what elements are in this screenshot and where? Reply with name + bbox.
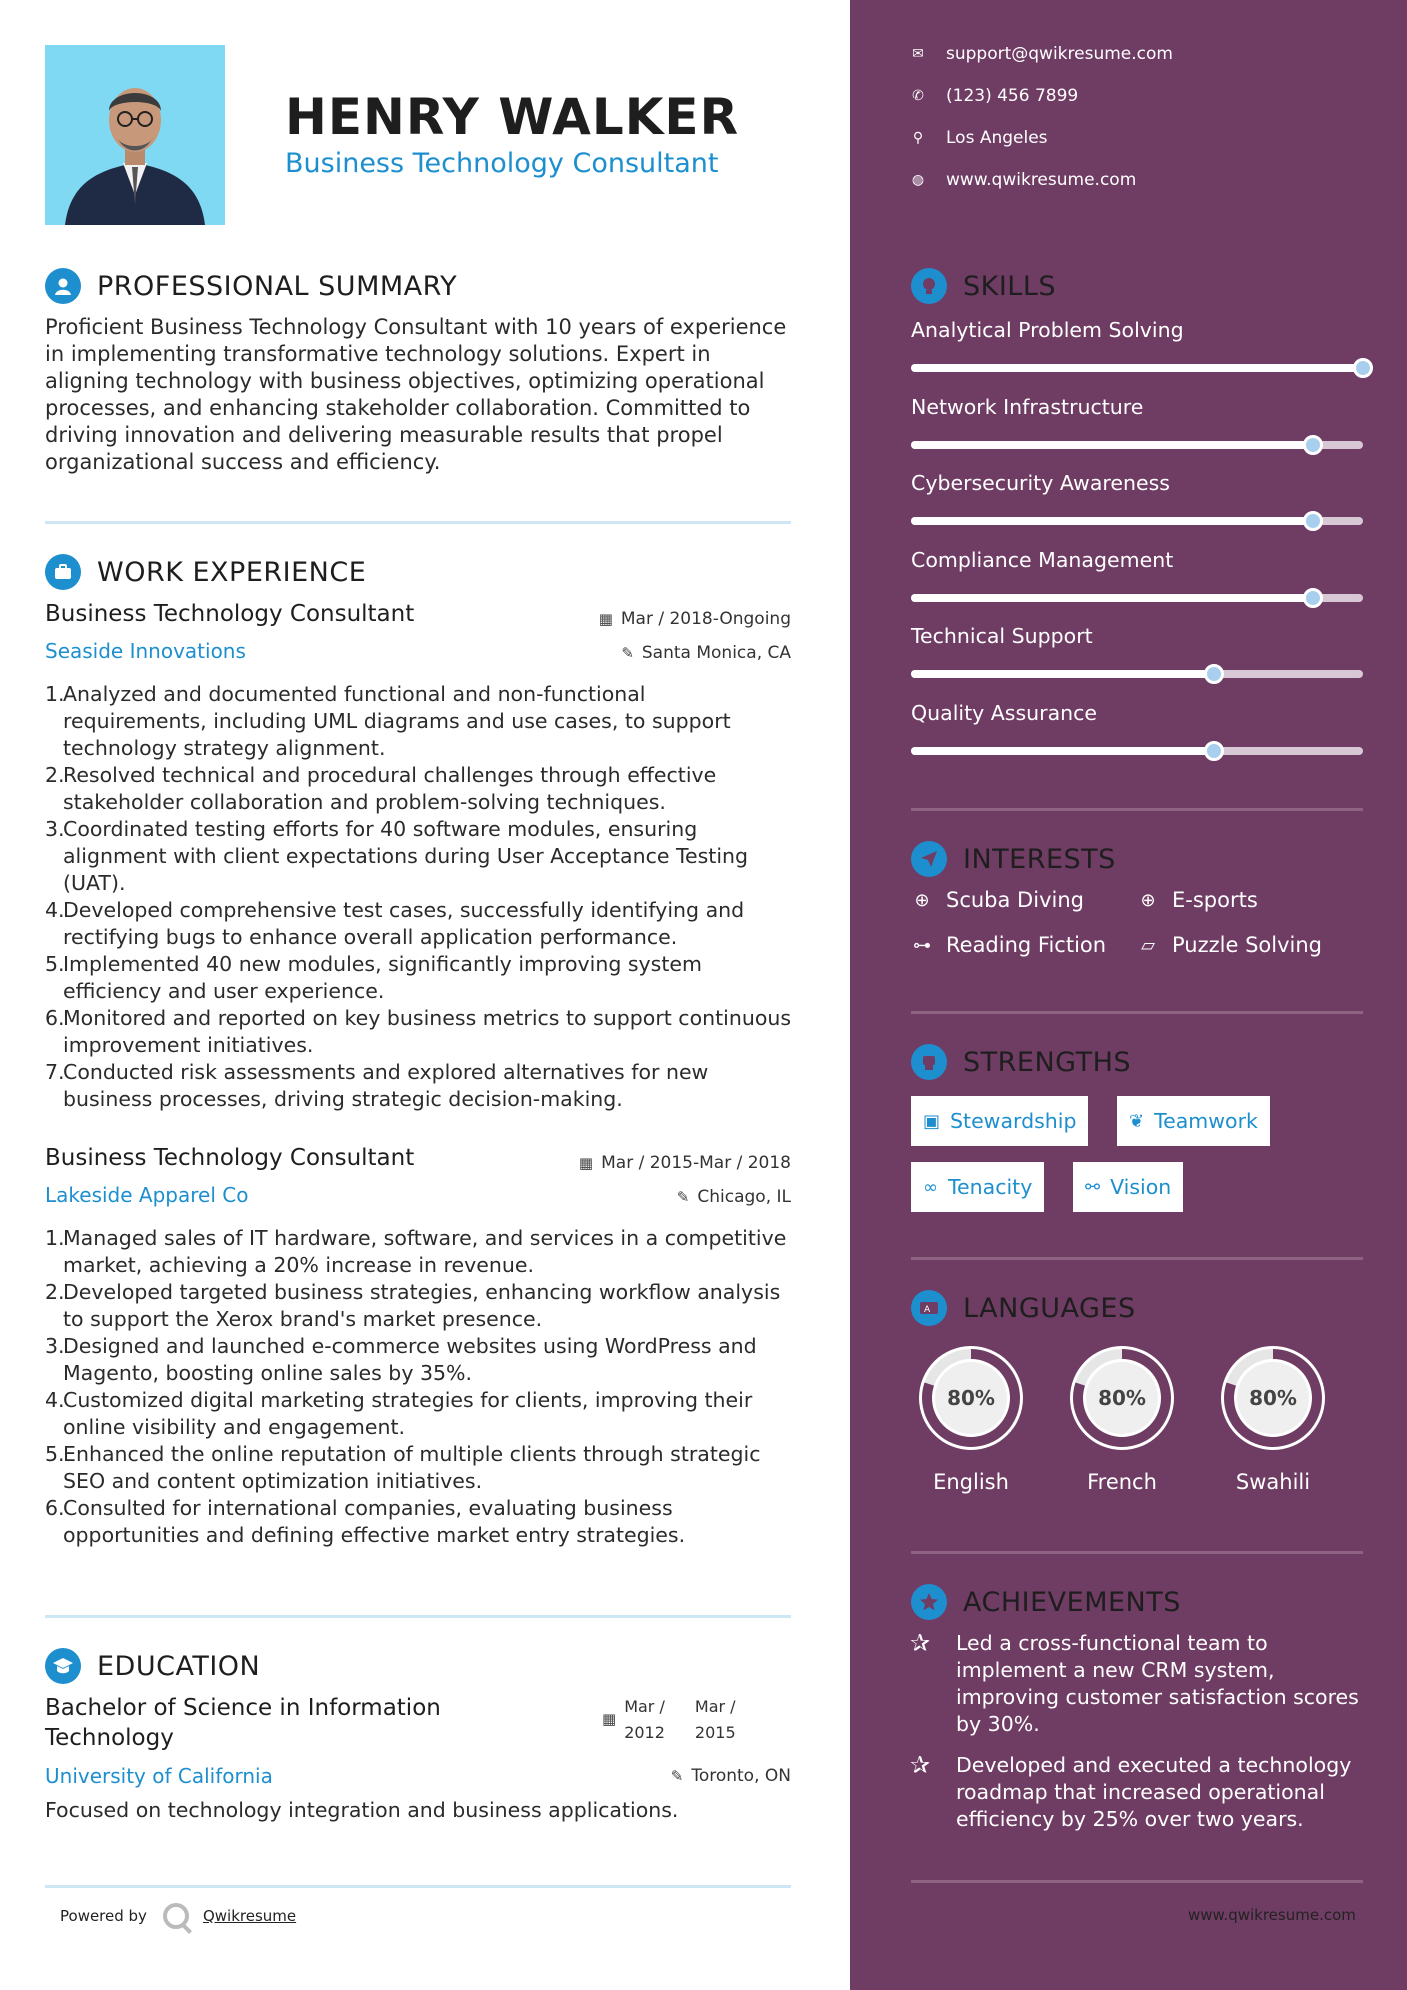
section-divider bbox=[45, 521, 791, 524]
education-school: University of California bbox=[45, 1764, 273, 1788]
candidate-role: Business Technology Consultant bbox=[285, 148, 719, 179]
lifebuoy-icon: ⊕ bbox=[914, 889, 930, 911]
list-item: 6. Monitored and reported on key business metrics to support continuous improvement initiatives. bbox=[45, 1006, 792, 1057]
education-description: Focused on technology integration and business applications. bbox=[45, 1798, 679, 1822]
language-ring bbox=[1062, 1338, 1182, 1458]
gamepad-icon: ⊶ bbox=[913, 934, 931, 956]
experience-title: WORK EXPERIENCE bbox=[97, 556, 367, 588]
briefcase-icon bbox=[45, 554, 81, 590]
list-item: 3. Designed and launched e-commerce websites using WordPress and Magento, boosting online sales by 35%. bbox=[45, 1334, 757, 1385]
skill-label: Quality Assurance bbox=[911, 700, 1098, 725]
language-label: French bbox=[1087, 1470, 1157, 1494]
phone-icon: ✆ bbox=[912, 88, 924, 104]
job-company: Lakeside Apparel Co bbox=[45, 1183, 249, 1207]
skill-bar-knob bbox=[1303, 435, 1323, 455]
interests-title: INTERESTS bbox=[963, 843, 1116, 875]
strengths-heading bbox=[911, 1044, 1131, 1080]
skill-bar-fill bbox=[911, 747, 1214, 755]
user-icon bbox=[45, 268, 81, 304]
strength-tag: ⚯ Vision bbox=[1073, 1162, 1183, 1212]
job-location bbox=[621, 643, 791, 663]
skill-bar-knob bbox=[1353, 358, 1373, 378]
footer-website[interactable]: www.qwikresume.com bbox=[1188, 1906, 1356, 1924]
education-title: EDUCATION bbox=[97, 1650, 261, 1682]
education-degree: Bachelor of Science in Information Technology bbox=[45, 1695, 441, 1751]
contact-email-text: support@qwikresume.com bbox=[946, 44, 1173, 64]
contact-phone-text: (123) 456 7899 bbox=[946, 86, 1079, 106]
skill-label: Technical Support bbox=[911, 624, 1093, 648]
contact-location bbox=[910, 128, 1048, 148]
sidebar-divider bbox=[911, 808, 1363, 811]
skill-bar-knob bbox=[1303, 588, 1323, 608]
education-start: Mar / 2012 bbox=[624, 1697, 665, 1742]
star-icon bbox=[911, 1584, 947, 1620]
interests-heading bbox=[911, 841, 1116, 877]
qwikresume-link[interactable]: Qwikresume bbox=[202, 1907, 297, 1925]
list-item: 4. Customized digital marketing strategies for clients, improving their online visibility and engagement. bbox=[45, 1388, 753, 1439]
list-item: 5. Implemented 40 new modules, significantly improving system efficiency and user experience. bbox=[45, 952, 702, 1003]
job-company: Seaside Innovations bbox=[45, 639, 246, 663]
paper-plane-icon bbox=[911, 841, 947, 877]
skill-label: Cybersecurity Awareness bbox=[911, 471, 1170, 495]
calendar-icon: ▦ bbox=[602, 1710, 617, 1728]
contact-website-text: www.qwikresume.com bbox=[946, 170, 1137, 190]
language-percent: 80% bbox=[947, 1386, 995, 1410]
summary-heading bbox=[45, 268, 457, 304]
education-dates bbox=[602, 1694, 736, 1746]
skill-bar-fill bbox=[911, 364, 1363, 372]
job-date bbox=[579, 1153, 791, 1173]
skill-bar bbox=[911, 441, 1363, 449]
calendar-icon: ▦ bbox=[598, 610, 613, 628]
achievement-item: ✰ Led a cross-functional team to implement a new CRM system, improving customer satisfaction scores by 30%. bbox=[910, 1629, 1359, 1736]
list-item: 3. Coordinated testing efforts for 40 software modules, ensuring alignment with client expectations during User Acceptance Testing (UAT). bbox=[45, 817, 749, 895]
section-divider bbox=[45, 1885, 791, 1888]
job-location-text: Chicago, IL bbox=[697, 1187, 791, 1207]
list-item: 6. Consulted for international companies, evaluating business opportunities and defining effective market entry strategies. bbox=[45, 1496, 686, 1547]
languages-title: LANGUAGES bbox=[963, 1292, 1136, 1324]
skill-label: Analytical Problem Solving bbox=[911, 318, 1184, 342]
section-divider bbox=[45, 1615, 791, 1618]
powered-by-label: Powered by bbox=[60, 1907, 147, 1925]
strengths-title: STRENGTHS bbox=[963, 1046, 1132, 1078]
pin-icon: ✎ bbox=[670, 1767, 684, 1785]
education-location bbox=[671, 1766, 791, 1786]
education-heading bbox=[45, 1648, 260, 1684]
map-pin-icon: ⚲ bbox=[912, 130, 924, 146]
language-item bbox=[1213, 1338, 1333, 1494]
job-date bbox=[599, 609, 791, 629]
skill-label: Compliance Management bbox=[911, 547, 1174, 572]
skill-bar-fill bbox=[911, 441, 1313, 449]
achievement-item: ✰ Developed and executed a technology roadmap that increased operational efficiency by 25% over two years. bbox=[910, 1751, 1352, 1831]
pin-icon: ✎ bbox=[676, 1188, 690, 1206]
users-icon: ❦ bbox=[1129, 1110, 1145, 1132]
qwikresume-logo-icon bbox=[163, 1903, 189, 1929]
contact-email[interactable] bbox=[910, 44, 1173, 64]
language-label: English bbox=[933, 1470, 1009, 1494]
link-icon: ∞ bbox=[923, 1176, 938, 1198]
achievements-title: ACHIEVEMENTS bbox=[963, 1586, 1181, 1618]
sidebar-divider bbox=[911, 1257, 1363, 1260]
skill-label: Network Infrastructure bbox=[911, 394, 1144, 419]
contact-phone[interactable] bbox=[910, 86, 1078, 106]
calendar-icon: ▦ bbox=[578, 1154, 594, 1172]
interest-item: ▱ Puzzle Solving bbox=[1136, 933, 1322, 957]
job-date-text: Mar / 2015-Mar / 2018 bbox=[601, 1153, 791, 1173]
star-badge-icon: ✰ bbox=[910, 1751, 931, 1779]
star-badge-icon: ✰ bbox=[910, 1629, 931, 1657]
skills-heading bbox=[911, 268, 1056, 304]
job-title: Business Technology Consultant bbox=[45, 1145, 415, 1171]
summary-title: PROFESSIONAL SUMMARY bbox=[97, 270, 458, 302]
language-item bbox=[1062, 1338, 1182, 1494]
job-location-text: Santa Monica, CA bbox=[641, 643, 791, 663]
lightbulb-icon bbox=[911, 268, 947, 304]
profile-photo bbox=[45, 45, 225, 225]
summary-text: Proficient Business Technology Consultant with 10 years of experience in implementing transformative technology solutions. Expert in aligning technology with business objectives, optimizing operational processes, and enhancing stakeholder collaboration. Committed to driving innovation and delivering measurable results that propel organizational success and efficiency. bbox=[45, 315, 787, 474]
contact-website[interactable] bbox=[910, 170, 1136, 190]
list-item: 1. Analyzed and documented functional and non-functional requirements, including UML diagrams and use cases, to support technology strategy alignment. bbox=[45, 682, 731, 760]
list-item: 5. Enhanced the online reputation of multiple clients through strategic SEO and content optimization initiatives. bbox=[45, 1442, 761, 1493]
envelope-icon: ✉ bbox=[912, 46, 924, 62]
fist-icon bbox=[911, 1044, 947, 1080]
language-percent: 80% bbox=[1098, 1386, 1146, 1410]
interest-item: ⊕ Scuba Diving bbox=[910, 888, 1084, 912]
skill-bar bbox=[911, 594, 1363, 602]
experience-heading bbox=[45, 554, 366, 590]
skill-bar-knob bbox=[1204, 664, 1224, 684]
list-item: 2. Resolved technical and procedural challenges through effective stakeholder collaboration and problem-solving techniques. bbox=[45, 763, 717, 814]
skill-bar-fill bbox=[911, 517, 1313, 525]
skill-bar-knob bbox=[1204, 741, 1224, 761]
skill-bar bbox=[911, 364, 1363, 372]
sidebar-divider bbox=[911, 1011, 1363, 1014]
strength-tag: ❦ Teamwork bbox=[1117, 1096, 1270, 1146]
sidebar-divider bbox=[911, 1551, 1363, 1554]
list-item: 2. Developed targeted business strategies, enhancing workflow analysis to support the Xerox brand's market presence. bbox=[45, 1280, 781, 1331]
globe-icon: ◍ bbox=[911, 172, 925, 188]
lifebuoy-icon: ⊕ bbox=[1140, 889, 1156, 911]
skill-bar bbox=[911, 517, 1363, 525]
language-percent: 80% bbox=[1249, 1386, 1297, 1410]
strength-tag: ▣ Stewardship bbox=[911, 1096, 1088, 1146]
language-ring bbox=[911, 1338, 1031, 1458]
sidebar-divider bbox=[911, 1880, 1363, 1883]
interest-item: ⊶ Reading Fiction bbox=[910, 933, 1106, 957]
footer-powered bbox=[60, 1903, 296, 1929]
language-icon bbox=[911, 1290, 947, 1326]
interest-item: ⊕ E-sports bbox=[1136, 888, 1258, 912]
skills-title: SKILLS bbox=[963, 270, 1057, 302]
language-ring bbox=[1213, 1338, 1333, 1458]
job-location bbox=[677, 1187, 791, 1207]
list-item: 7. Conducted risk assessments and explored alternatives for new business processes, driving strategic decision-making. bbox=[45, 1060, 709, 1111]
briefcase-icon: ▣ bbox=[923, 1110, 941, 1132]
language-item bbox=[911, 1338, 1031, 1494]
job-date-text: Mar / 2018-Ongoing bbox=[620, 609, 791, 629]
binoculars-icon: ⚯ bbox=[1085, 1176, 1101, 1198]
strength-tag: ∞ Tenacity bbox=[911, 1162, 1044, 1212]
skill-bar-fill bbox=[911, 670, 1214, 678]
contact-location-text: Los Angeles bbox=[946, 128, 1048, 148]
candidate-name: HENRY WALKER bbox=[285, 88, 740, 146]
job-bullets bbox=[45, 1225, 795, 1549]
languages-heading bbox=[911, 1290, 1136, 1326]
list-item: 4. Developed comprehensive test cases, successfully identifying and rectifying bugs to enhance overall application performance. bbox=[45, 898, 745, 949]
book-icon: ▱ bbox=[1141, 934, 1155, 956]
skill-bar bbox=[911, 670, 1363, 678]
job-bullets bbox=[45, 681, 795, 1113]
skill-bar-fill bbox=[911, 594, 1313, 602]
graduation-icon bbox=[45, 1648, 81, 1684]
language-label: Swahili bbox=[1235, 1470, 1311, 1494]
achievements-heading bbox=[911, 1584, 1181, 1620]
list-item: 1. Managed sales of IT hardware, software, and services in a competitive market, achieving a 20% increase in revenue. bbox=[45, 1226, 787, 1277]
education-end: Mar / 2015 bbox=[694, 1697, 736, 1742]
skill-bar bbox=[911, 747, 1363, 755]
pin-icon: ✎ bbox=[621, 644, 634, 662]
svg-text:A: A bbox=[924, 1305, 931, 1315]
education-location-text: Toronto, ON bbox=[691, 1766, 791, 1786]
job-title: Business Technology Consultant bbox=[45, 601, 415, 627]
